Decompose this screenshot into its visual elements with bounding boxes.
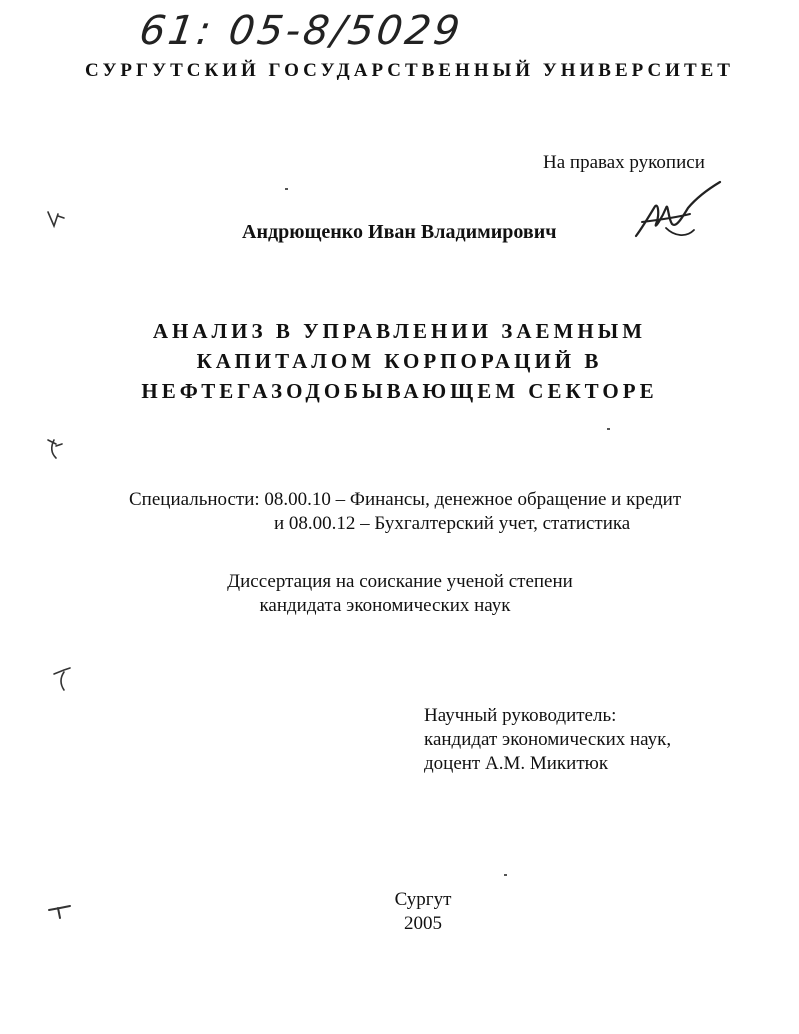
paper-speck (504, 874, 507, 876)
title-line-2: КАПИТАЛОМ КОРПОРАЦИЙ В (196, 349, 603, 373)
university-name: СУРГУТСКИЙ ГОСУДАРСТВЕННЫЙ УНИВЕРСИТЕТ (85, 60, 734, 81)
supervisor-block (424, 704, 671, 776)
supervisor-label: Научный руководитель: (424, 705, 617, 726)
author-name: Андрющенко Иван Владимирович (242, 221, 557, 243)
signature-icon (628, 178, 728, 248)
supervisor-degree: кандидат экономических наук, (424, 729, 672, 750)
rights-note: На правах рукописи (543, 152, 705, 173)
place-and-year (0, 888, 799, 936)
margin-mark-icon (44, 436, 74, 466)
paper-speck (285, 188, 288, 190)
specialties-line-1: Специальности: 08.00.10 – Финансы, денежное обращение и кредит (129, 489, 682, 510)
title-line-3: НЕФТЕГАЗОДОБЫВАЮЩЕМ СЕКТОРЕ (141, 379, 658, 403)
supervisor-name: доцент А.М. Микитюк (424, 753, 609, 774)
city: Сургут (394, 889, 452, 910)
degree-line-2: кандидата экономических наук (259, 595, 511, 616)
degree-statement (0, 570, 799, 618)
margin-mark-icon (50, 664, 80, 694)
title-line-1: АНАЛИЗ В УПРАВЛЕНИИ ЗАЕМНЫМ (152, 319, 647, 343)
degree-line-1: Диссертация на соискание ученой степени (227, 571, 573, 592)
dissertation-title (0, 316, 799, 406)
paper-speck (607, 428, 610, 430)
archive-code-handwritten: 61: 05-8/5029 (136, 8, 466, 54)
specialties-line-2: и 08.00.12 – Бухгалтерский учет, статистика (274, 513, 631, 534)
year: 2005 (404, 913, 442, 934)
margin-mark-icon (46, 898, 76, 928)
margin-mark-icon (44, 206, 74, 236)
